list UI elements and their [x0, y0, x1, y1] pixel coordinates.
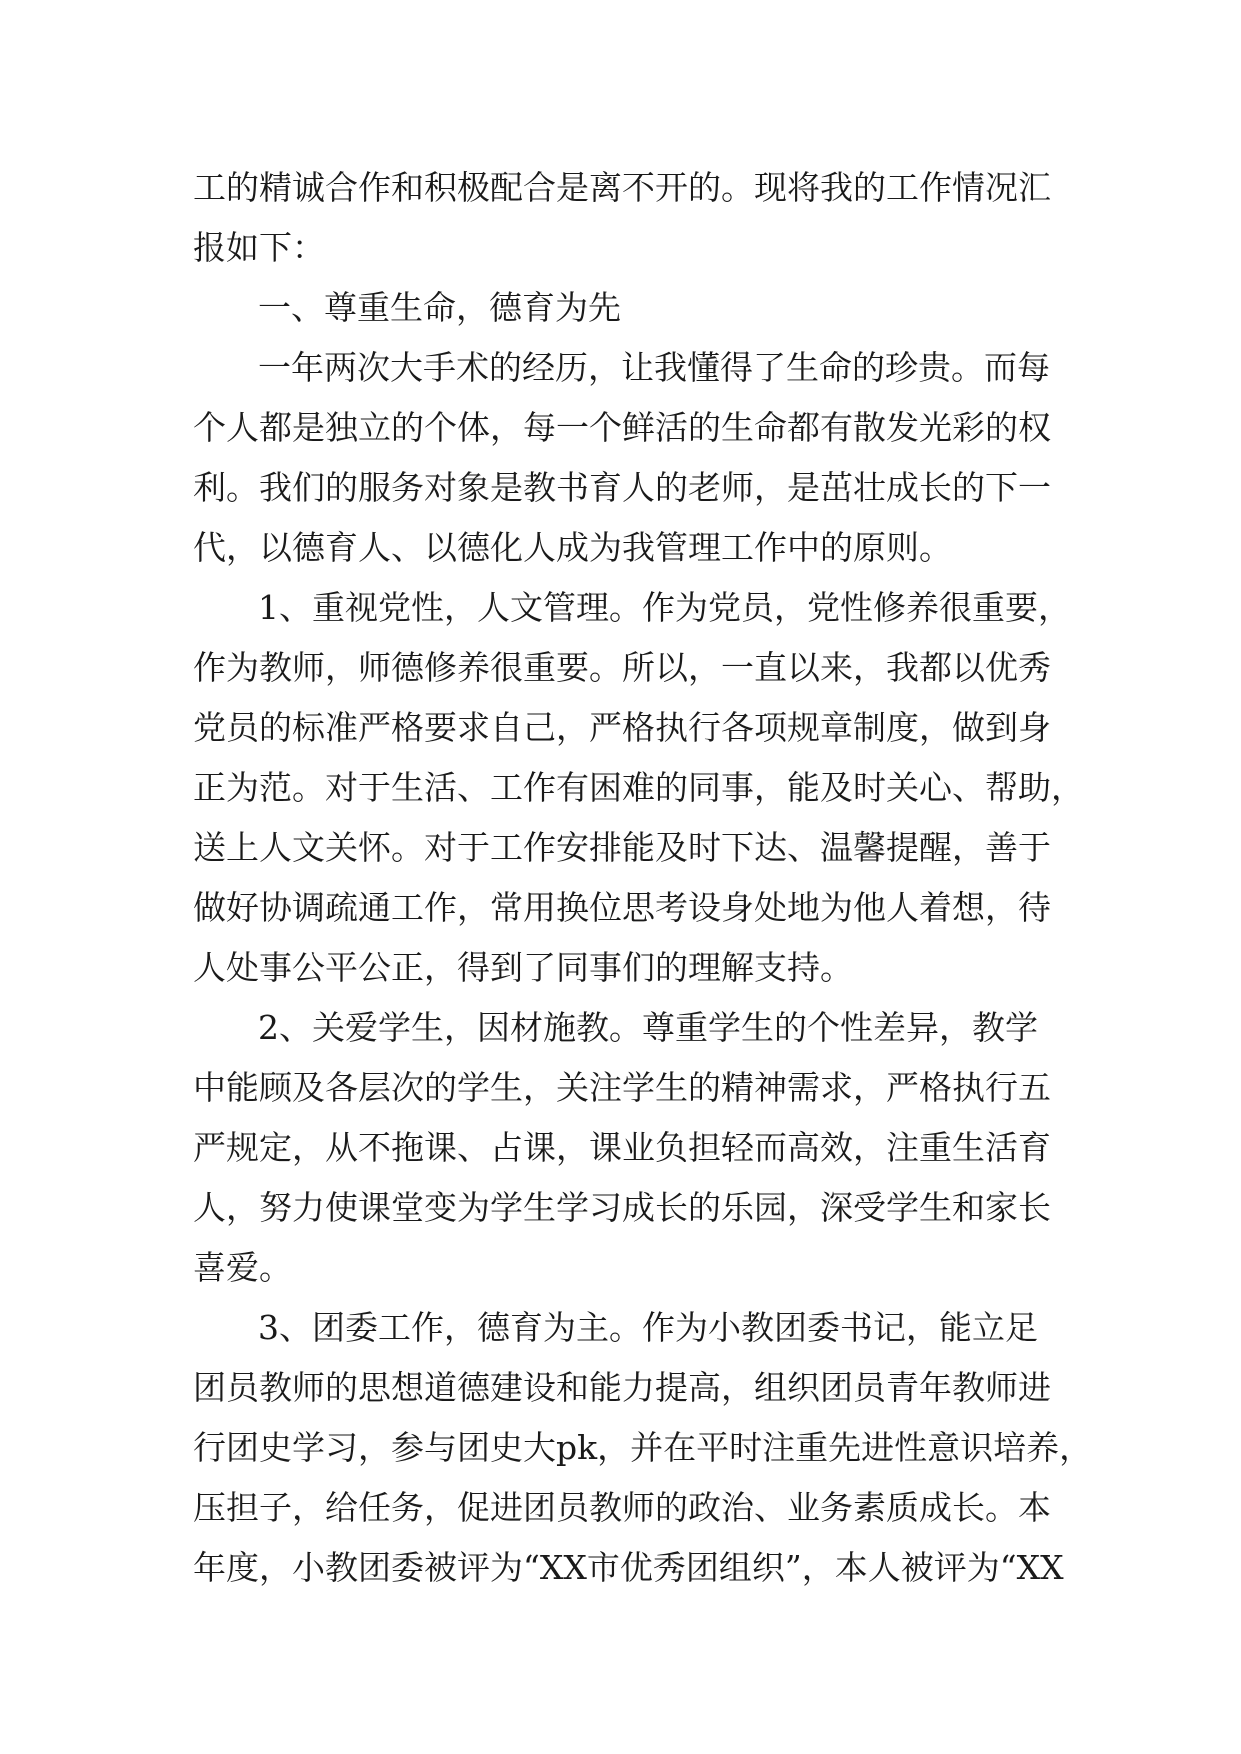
text-line: 送上人文关怀。对于工作安排能及时下达、温馨提醒，善于: [193, 828, 1051, 867]
text-line: 行团史学习，参与团史大pk，并在平时注重先进性意识培养，: [193, 1428, 1093, 1467]
text-line: 年度，小教团委被评为“XX市优秀团组织”，本人被评为“XX: [193, 1548, 1064, 1587]
text-line: 1、重视党性，人文管理。作为党员，党性修养很重要，: [258, 588, 1071, 627]
text-line: 2、关爱学生，因材施教。尊重学生的个性差异，教学: [258, 1008, 1038, 1047]
text-line: 党员的标准严格要求自己，严格执行各项规章制度，做到身: [193, 708, 1051, 747]
text-line: 严规定，从不拖课、占课，课业负担轻而高效，注重生活育: [193, 1128, 1051, 1167]
text-line: 个人都是独立的个体，每一个鲜活的生命都有散发光彩的权: [193, 408, 1051, 447]
text-line: 工的精诚合作和积极配合是离不开的。现将我的工作情况汇: [193, 168, 1051, 207]
text-line: 利。我们的服务对象是教书育人的老师，是茁壮成长的下一: [193, 468, 1051, 507]
text-line: 人处事公平公正，得到了同事们的理解支持。: [193, 948, 853, 987]
text-line: 报如下：: [193, 228, 325, 267]
text-line: 中能顾及各层次的学生，关注学生的精神需求，严格执行五: [193, 1068, 1051, 1107]
text-line: 团员教师的思想道德建设和能力提高，组织团员青年教师进: [193, 1368, 1051, 1407]
text-line: 3、团委工作，德育为主。作为小教团委书记，能立足: [258, 1308, 1038, 1347]
text-line: 一年两次大手术的经历，让我懂得了生命的珍贵。而每: [258, 348, 1050, 387]
section-heading: 一、尊重生命，德育为先: [258, 288, 621, 327]
text-line: 人，努力使课堂变为学生学习成长的乐园，深受学生和家长: [193, 1188, 1051, 1227]
text-line: 压担子，给任务，促进团员教师的政治、业务素质成长。本: [193, 1488, 1051, 1527]
text-line: 喜爱。: [193, 1248, 292, 1287]
text-line: 正为范。对于生活、工作有困难的同事，能及时关心、帮助，: [193, 768, 1084, 807]
text-line: 作为教师，师德修养很重要。所以，一直以来，我都以优秀: [193, 648, 1051, 687]
text-line: 做好协调疏通工作，常用换位思考设身处地为他人着想，待: [193, 888, 1051, 927]
text-line: 代，以德育人、以德化人成为我管理工作中的原则。: [193, 528, 952, 567]
